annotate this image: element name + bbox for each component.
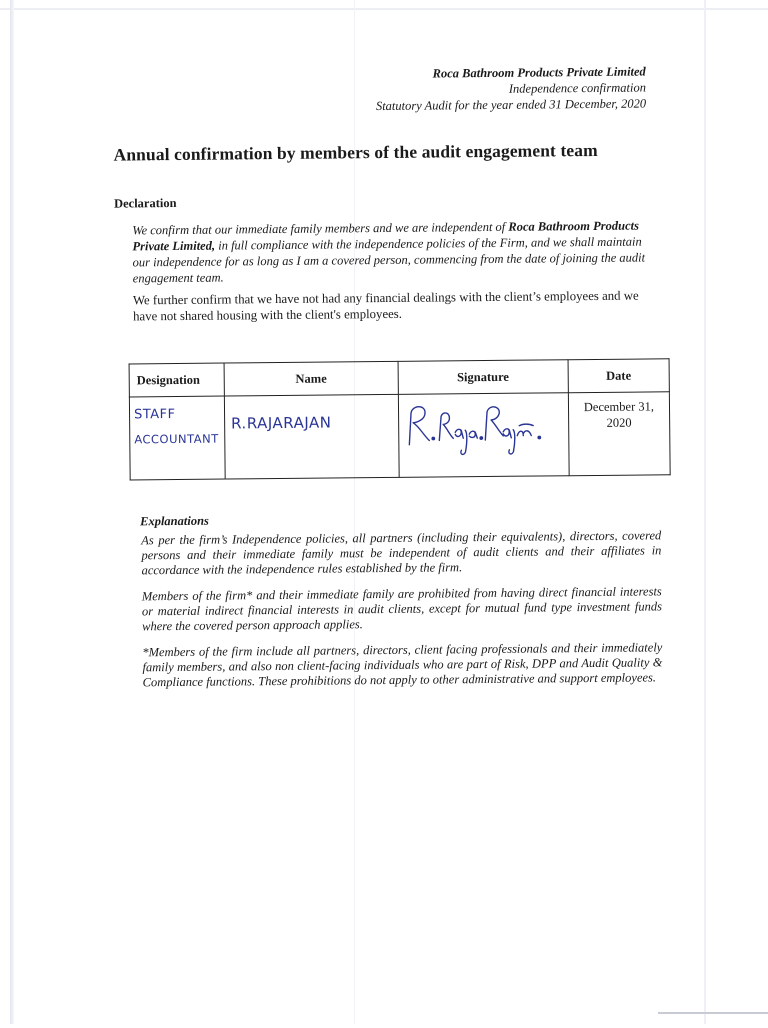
header-date: Date [568,359,670,393]
declaration-heading: Declaration [113,195,177,211]
signature-table [129,358,671,480]
explanation-paragraph-2: Members of the firm* and their immediate family are prohibited from having direct financial interests or material indirect financial interests in audit clients, except for mutual fund type investment funds where the covered person approach applies. [141,584,662,634]
declaration-company-bold: Roca Bathroom Products Private Limited, [132,218,640,254]
name-cell: R.RAJARAJAN [224,394,399,479]
explanation-paragraph-3: *Members of the firm include all partners, directors, client facing professionals and their immediately family members, and also non client-facing individuals who are part of Risk, DPP and Audit Quality & Compliance functions. These prohibitions do not apply to other administrative and support employees. [142,640,663,690]
signature-cell [398,393,569,478]
date-cell [568,392,670,476]
page-title: Annual confirmation by members of the audit engagement team [113,139,598,165]
declaration-text-start: We confirm that our immediate family members and we are independent of [132,219,509,238]
declaration-paragraph [132,217,653,286]
header-doc-type: Independence confirmation [508,80,647,96]
header-signature: Signature [398,360,568,395]
header-name: Name [224,361,398,396]
designation-cell [129,396,225,480]
header-period: Statutory Audit for the year ended 31 December, 2020 [375,96,647,114]
table-header-row [129,359,669,397]
explanation-paragraph-1: As per the firm’s Independence policies, all partners (including their equivalents), directors, covered persons and their immediate family must be independent of audit clients and their affiliates in accordance with the independence rules established by the firm. [141,528,662,578]
designation-line2: ACCOUNTANT [134,431,219,447]
document-header [376,63,647,114]
header-designation: Designation [129,363,224,397]
explanations-heading: Explanations [140,513,209,529]
designation-line1: STAFF [133,406,176,423]
date-line2: 2020 [606,415,632,430]
further-confirmation-paragraph: We further confirm that we have not had any financial dealings with the client’s employees and we have not shared housing with the client's employees. [132,288,639,324]
date-line1: December 31, [583,399,655,415]
declaration-text-end: in full compliance with the independence policies of the Firm, and we shall maintain our independence for as long as I am a covered person, commencing from the date of joining the audit engagement team. [132,234,646,286]
table-row [129,392,670,480]
handwritten-signature-image [399,393,569,459]
header-company: Roca Bathroom Products Private Limited [432,64,646,81]
